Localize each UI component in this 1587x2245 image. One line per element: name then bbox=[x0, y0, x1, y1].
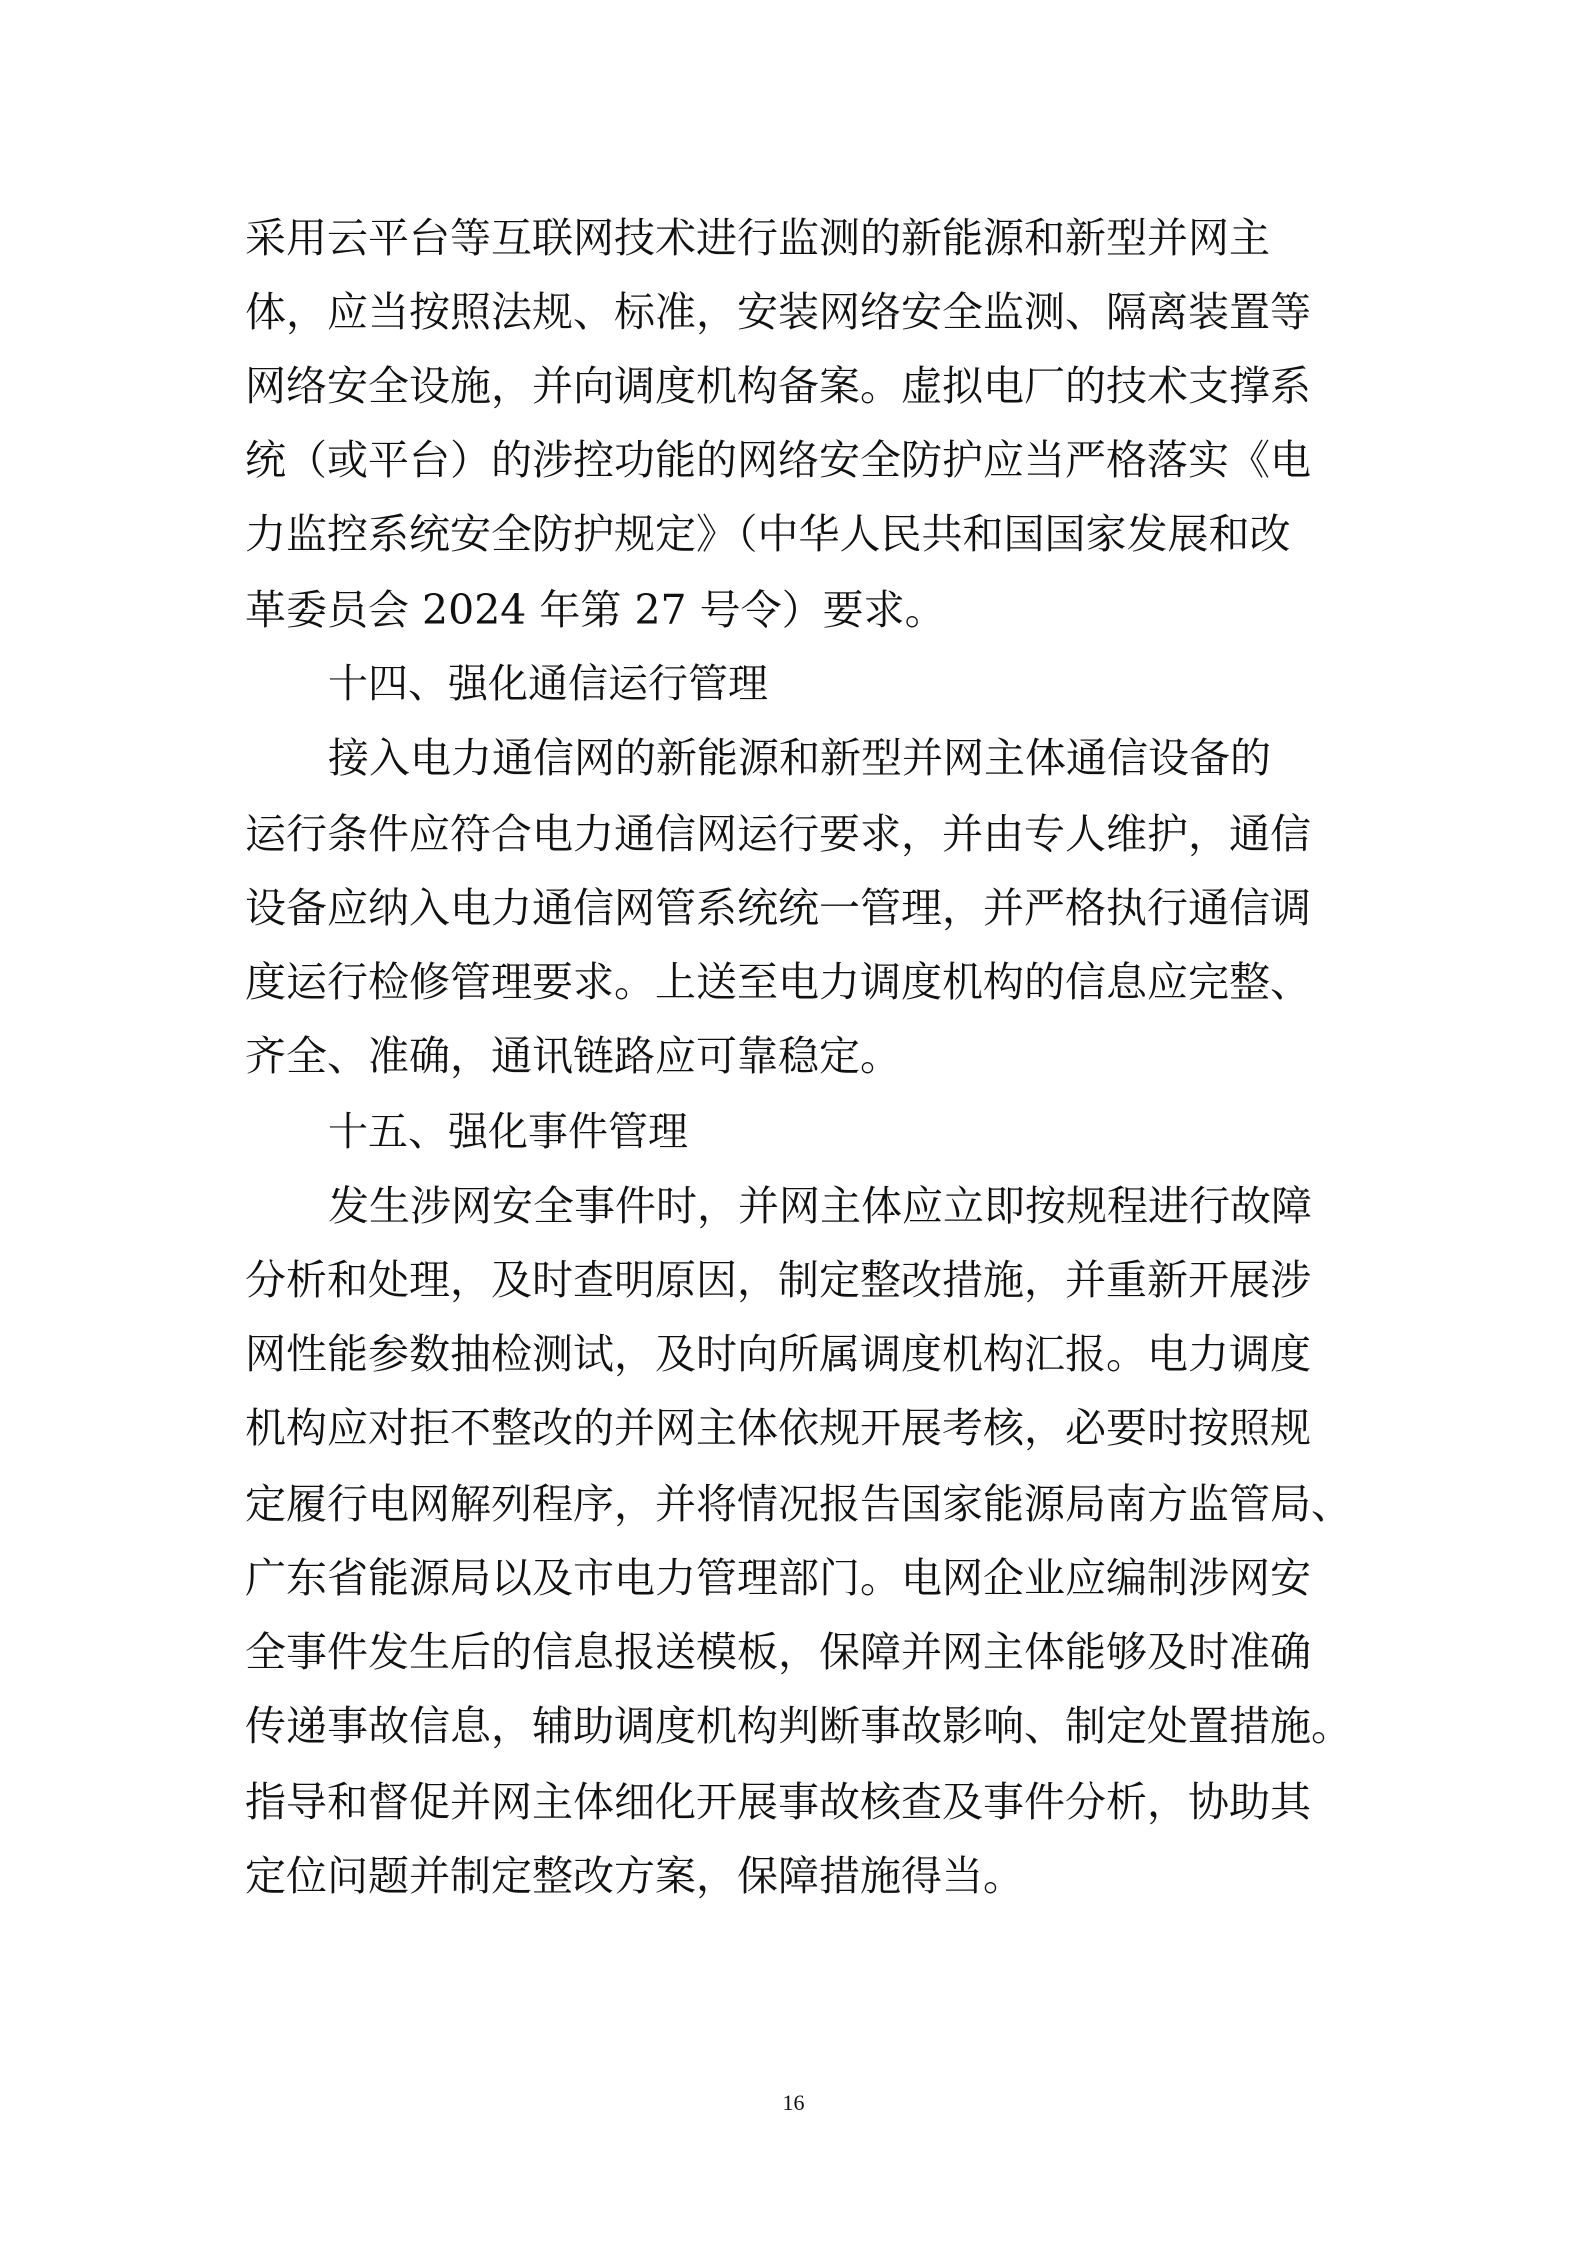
paragraph-line: 指导和督促并网主体细化开展事故核查及事件分析，协助其 bbox=[245, 1778, 1311, 1826]
paragraph-line: 机构应对拒不整改的并网主体依规开展考核，必要时按照规 bbox=[245, 1404, 1311, 1452]
paragraph-line: 全事件发生后的信息报送模板，保障并网主体能够及时准确 bbox=[245, 1628, 1311, 1676]
paragraph-line: 网络安全设施，并向调度机构备案。虚拟电厂的技术支撑系 bbox=[245, 362, 1311, 410]
section-heading: 十五、强化事件管理 bbox=[328, 1109, 688, 1155]
paragraph-line: 采用云平台等互联网技术进行监测的新能源和新型并网主 bbox=[245, 214, 1270, 262]
page-number: 16 bbox=[782, 2090, 805, 2115]
section-heading: 十四、强化通信运行管理 bbox=[328, 661, 768, 707]
paragraph-line: 运行条件应符合电力通信网运行要求，并由专人维护，通信 bbox=[245, 810, 1311, 858]
paragraph-line: 力监控系统安全防护规定》（中华人民共和国国家发展和改 bbox=[245, 510, 1291, 558]
paragraph-line: 广东省能源局以及市电力管理部门。电网企业应编制涉网安 bbox=[245, 1554, 1311, 1602]
paragraph-line: 度运行检修管理要求。上送至电力调度机构的信息应完整、 bbox=[245, 958, 1311, 1006]
paragraph-line: 发生涉网安全事件时，并网主体应立即按规程进行故障 bbox=[328, 1182, 1312, 1230]
paragraph-line: 统（或平台）的涉控功能的网络安全防护应当严格落实《电 bbox=[245, 436, 1311, 484]
paragraph-line: 革委员会 2024 年第 27 号令）要求。 bbox=[245, 586, 946, 634]
paragraph-line: 定位问题并制定整改方案，保障措施得当。 bbox=[245, 1852, 1024, 1900]
paragraph-line: 接入电力通信网的新能源和新型并网主体通信设备的 bbox=[328, 734, 1271, 782]
paragraph-line: 体，应当按照法规、标准，安装网络安全监测、隔离装置等 bbox=[245, 288, 1311, 336]
paragraph-line: 分析和处理，及时查明原因，制定整改措施，并重新开展涉 bbox=[245, 1256, 1311, 1304]
paragraph-line: 设备应纳入电力通信网管系统统一管理，并严格执行通信调 bbox=[245, 884, 1311, 932]
paragraph-line: 传递事故信息，辅助调度机构判断事故影响、制定处置措施。 bbox=[245, 1702, 1352, 1750]
paragraph-line: 齐全、准确，通讯链路应可靠稳定。 bbox=[245, 1032, 901, 1080]
paragraph-line: 网性能参数抽检测试，及时向所属调度机构汇报。电力调度 bbox=[245, 1330, 1311, 1378]
paragraph-line: 定履行电网解列程序，并将情况报告国家能源局南方监管局、 bbox=[245, 1480, 1352, 1528]
